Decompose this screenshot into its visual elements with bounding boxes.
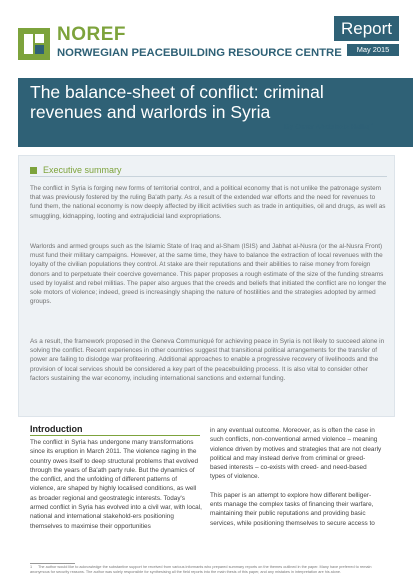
divider [18, 146, 413, 147]
divider [30, 435, 200, 436]
title-banner [18, 78, 413, 146]
square-bullet-icon [30, 167, 37, 174]
footnote-number: 1 [30, 565, 33, 569]
author-name: By Omar Abdulaziz Hallaj [283, 122, 371, 131]
intro-paragraph-1: The conflict in Syria has undergone many transformations since its eruption in March 2011. The violence raging in the country owes itself to deep structural problems that evolved through the years of Ba'ath party rule. But the dynamics of the conflict, and the unfolding of different patterns of violence, are shaped by highly localised conditions, as well as broader regional and geostrategic interests. Today's armed conflict in Syria has evolved into a civil war, with local, national and international stakehold-ers positioning themselves to maximise their opportunities [30, 439, 202, 530]
intro-paragraph-2: in any eventual outcome. Moreover, as is often the case in such conflicts, non-conventional armed violence – meaning violence driven by motives and strategies that are not clearly political and may instead derive from criminal or greed-based interests – co-exists with creed- and need-based types of violence. [210, 427, 382, 481]
summary-paragraph-3: As a result, the framework proposed in the Geneva Communiqué for achieving peace in Syria is not likely to succeed alone in solving the conflict. Recent experiences in other countries suggest that transitional political arrangements for the transfer of power are failing to dislodge war profiteering. Additional approaches to enable a progressive recovery of livelihoods and the provision of local services should be considered a key part of the peacebuilding process. It is also vital to consider other factors sustaining the war economy, including international sanctions and external funding. [30, 338, 385, 382]
author-footnote-mark: 1 [370, 122, 373, 128]
footnote-divider [30, 563, 75, 564]
org-subtitle: NORWEGIAN PEACEBUILDING RESOURCE CENTRE [57, 47, 342, 59]
noref-logo-icon [18, 28, 50, 60]
report-header [0, 0, 413, 78]
author-byline [284, 122, 373, 131]
footnote-text: The author would like to acknowledge the substantive support he received from various informants who prepared summary reports on the themes outlined in the paper. Many have preferred to remain anonymous for security reasons. The author was solely responsible for synthesising all the field reports into the main thesis of this paper, and any mistakes in interpretation are his alone. [30, 565, 372, 574]
summary-paragraph-1: The conflict in Syria is forging new forms of territorial control, and a political economy that is not unlike the patronage system that was previously fostered by the ruling Ba'ath party. As a result of the extended war efforts and the need for revenues to fund them, the national economy is now deeply affected by illicit activities such as trade in antiquities, oil and drugs, as well as smuggling, kidnapping, looting and extrajudicial land expropriations. [30, 185, 386, 220]
introduction-heading: Introduction [30, 424, 83, 434]
report-date: May 2015 [347, 44, 399, 56]
intro-paragraph-3: This paper is an attempt to explore how different belliger-ents manage the complex tasks of financing their warfare, maintaining their public reputations and providing basic services, while positioning themselves to secure access to [210, 491, 375, 527]
summary-heading-row [30, 164, 122, 176]
page-title: The balance-sheet of conflict: criminal revenues and warlords in Syria [30, 82, 324, 122]
footnote [30, 565, 390, 575]
summary-heading: Executive summary [43, 165, 122, 175]
divider [30, 176, 387, 177]
body-column-right [210, 426, 382, 528]
org-name: NOREF [57, 24, 126, 45]
body-column-left [30, 438, 202, 531]
report-label: Report [334, 16, 399, 41]
summary-paragraph-2: Warlords and armed groups such as the Islamic State of Iraq and al-Sham (ISIS) and Jabhat al-Nusra (or the al-Nusra Front) must fund their military campaigns. However, at the same time, they have to balance the extraction of local revenues with the loyalty of the civilian populations they control. At stake are their reputations and their abilities to raise money from foreign donors and to perpetuate their coercive governance. This paper proposes a rough estimate of the size of the funding streams used by loyalist and rebel militias. The paper also argues that the creeds and beliefs that initiated the conflict are no longer the sole motors of violence; indeed, greed is increasingly shaping the nature of hostilities and the strategies adopted by armed groups. [30, 243, 387, 306]
